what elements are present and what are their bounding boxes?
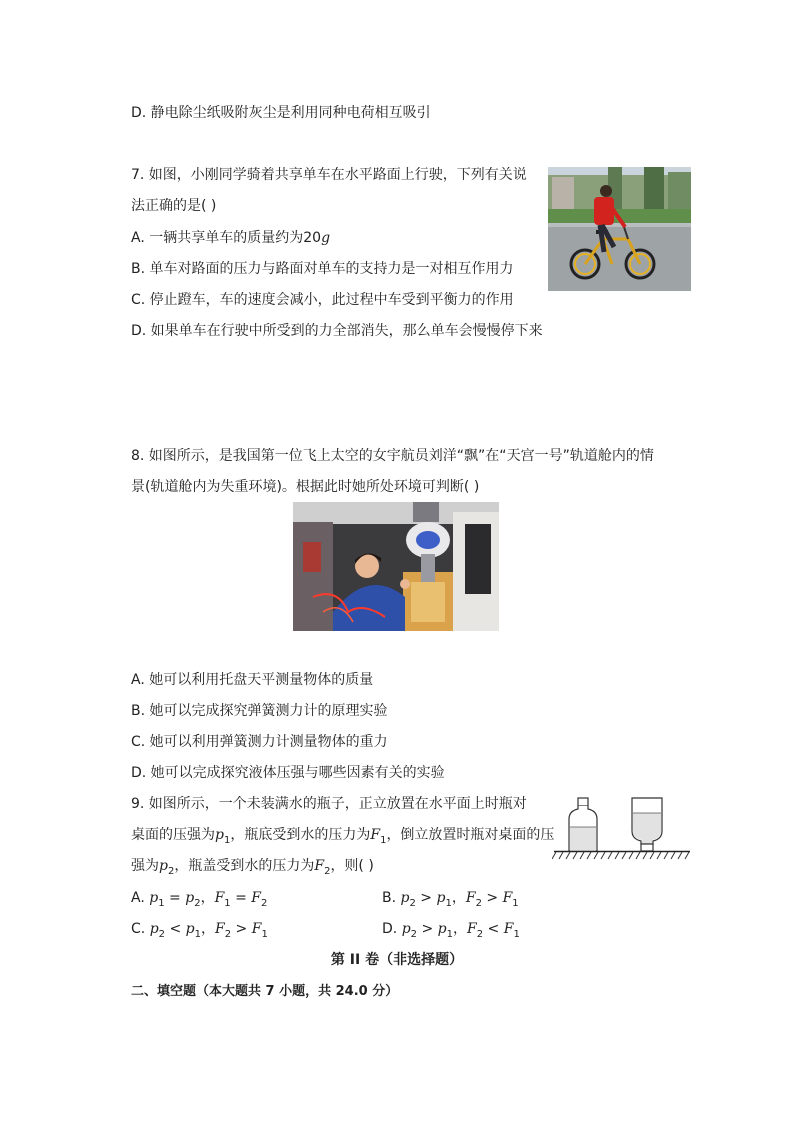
q9-c-F2-sub: 2 xyxy=(224,928,232,940)
q9-stem-line1: 9. 如图所示，一个未装满水的瓶子，正立放置在水平面上时瓶对 xyxy=(131,796,527,812)
q9-b-p2-sub: 2 xyxy=(409,897,416,909)
q9-d-lt: < xyxy=(483,921,504,937)
q9-d-F1-sub: 1 xyxy=(513,928,520,940)
q9-stem-line2 xyxy=(131,825,554,845)
q9-sub-1: 1 xyxy=(223,834,231,846)
q7-option-a-text: A. 一辆共享单车的质量约为 xyxy=(131,230,304,246)
q9-stem-line3 xyxy=(131,856,374,876)
q9-c-comma: ， xyxy=(201,921,216,937)
q9-b-F1-sub: 1 xyxy=(512,897,519,909)
q9-stem2-part2: ，瓶底受到水的压力为 xyxy=(230,827,371,843)
q9-opt-d-label: D. xyxy=(382,921,398,937)
bottle-diagram xyxy=(552,795,692,863)
q9-b-F1: F xyxy=(502,890,513,906)
q9-option-d xyxy=(382,919,520,939)
q9-b-comma: ， xyxy=(451,890,466,906)
q8-option-d: D. 她可以完成探究液体压强与哪些因素有关的实验 xyxy=(131,765,445,781)
q7-stem-line1: 7. 如图，小刚同学骑着共享单车在水平路面上行驶，下列有关说 xyxy=(131,167,527,183)
q9-stem3-part3: ，则( ) xyxy=(330,858,374,874)
q7-option-a xyxy=(131,228,330,248)
q9-sym-F2: F xyxy=(314,858,325,874)
q9-a-eq1: = xyxy=(164,890,186,906)
q9-c-lt: < xyxy=(165,921,186,937)
q9-d-comma: ， xyxy=(453,921,468,937)
q9-opt-b-label: B. xyxy=(382,890,397,906)
q7-option-b: B. 单车对路面的压力与路面对单车的支持力是一对相互作用力 xyxy=(131,261,514,277)
q8-option-a: A. 她可以利用托盘天平测量物体的质量 xyxy=(131,672,374,688)
q9-d-gt: > xyxy=(417,921,438,937)
q9-a-p2: p xyxy=(185,890,195,906)
q9-a-F1-sub: 1 xyxy=(224,897,231,909)
q9-d-p1: p xyxy=(437,921,447,937)
q9-c-p2: p xyxy=(149,921,159,937)
q9-c-p2-sub: 2 xyxy=(158,928,166,940)
q9-a-comma: ， xyxy=(200,890,215,906)
q7-option-a-unit: g xyxy=(321,230,331,246)
q9-b-p2: p xyxy=(400,890,410,906)
q9-d-p2-sub: 2 xyxy=(410,928,418,940)
q9-sub-2b: 2 xyxy=(324,865,331,877)
q7-option-c: C. 停止蹬车，车的速度会减小，此过程中车受到平衡力的作用 xyxy=(131,292,514,308)
q7-option-a-value: 20 xyxy=(303,230,322,246)
q9-d-p2: p xyxy=(401,921,411,937)
astronaut-photo xyxy=(293,502,499,631)
q7-stem-line2: 法正确的是( ) xyxy=(131,198,217,214)
q9-c-F1: F xyxy=(251,921,262,937)
q9-a-eq2: = xyxy=(230,890,252,906)
q9-d-F2-sub: 2 xyxy=(476,928,484,940)
q9-stem3-part1: 强为 xyxy=(131,858,159,874)
q9-stem2-part1: 桌面的压强为 xyxy=(131,827,215,843)
q9-b-p1-sub: 1 xyxy=(445,897,452,909)
q8-option-c: C. 她可以利用弹簧测力计测量物体的重力 xyxy=(131,734,388,750)
q9-b-F2: F xyxy=(465,890,476,906)
q9-a-F2: F xyxy=(251,890,262,906)
q9-opt-c-label: C. xyxy=(131,921,146,937)
q9-c-gt: > xyxy=(231,921,252,937)
q9-b-F2-sub: 2 xyxy=(475,897,482,909)
q8-option-b: B. 她可以完成探究弹簧测力计的原理实验 xyxy=(131,703,388,719)
q8-stem-line2: 景(轨道舱内为失重环境)。根据此时她所处环境可判断( ) xyxy=(131,479,480,495)
q9-c-p1: p xyxy=(185,921,195,937)
q9-stem3-part2: ，瓶盖受到水的压力为 xyxy=(174,858,315,874)
q9-sub-1b: 1 xyxy=(380,834,387,846)
bicycle-photo xyxy=(548,167,691,291)
q9-b-gt1: > xyxy=(415,890,437,906)
q9-b-gt2: > xyxy=(481,890,503,906)
q9-option-a xyxy=(131,888,267,908)
q6-option-d: D. 静电除尘纸吸附灰尘是利用同种电荷相互吸引 xyxy=(131,105,431,121)
q9-option-c xyxy=(131,919,268,939)
q9-c-p1-sub: 1 xyxy=(194,928,202,940)
q9-a-p2-sub: 2 xyxy=(194,897,201,909)
q9-stem2-part3: ，倒立放置时瓶对桌面的压 xyxy=(386,827,555,843)
q9-sym-p1: p xyxy=(215,827,224,843)
section-title: 第 II 卷（非选择题） xyxy=(330,952,464,968)
q9-c-F2: F xyxy=(215,921,225,937)
q9-a-p1-sub: 1 xyxy=(158,897,165,909)
q9-d-F2: F xyxy=(467,921,477,937)
q9-a-p1: p xyxy=(149,890,159,906)
q9-b-p1: p xyxy=(436,890,446,906)
q9-option-b xyxy=(382,888,519,908)
q9-d-p1-sub: 1 xyxy=(446,928,454,940)
q9-c-F1-sub: 1 xyxy=(261,928,268,940)
q8-stem-line1: 8. 如图所示，是我国第一位飞上太空的女宇航员刘洋“飘”在“天宫一号”轨道舱内的情 xyxy=(131,448,654,464)
q9-sub-2: 2 xyxy=(167,865,175,877)
q9-opt-a-label: A. xyxy=(131,890,145,906)
q9-a-F1: F xyxy=(214,890,225,906)
q9-sym-F1: F xyxy=(370,827,381,843)
q7-option-d: D. 如果单车在行驶中所受到的力全部消失，那么单车会慢慢停下来 xyxy=(131,323,543,339)
q9-sym-p2: p xyxy=(159,858,168,874)
q9-d-F1: F xyxy=(503,921,514,937)
part2-heading: 二、填空题（本大题共 7 小题，共 24.0 分） xyxy=(131,984,399,999)
q9-a-F2-sub: 2 xyxy=(261,897,268,909)
